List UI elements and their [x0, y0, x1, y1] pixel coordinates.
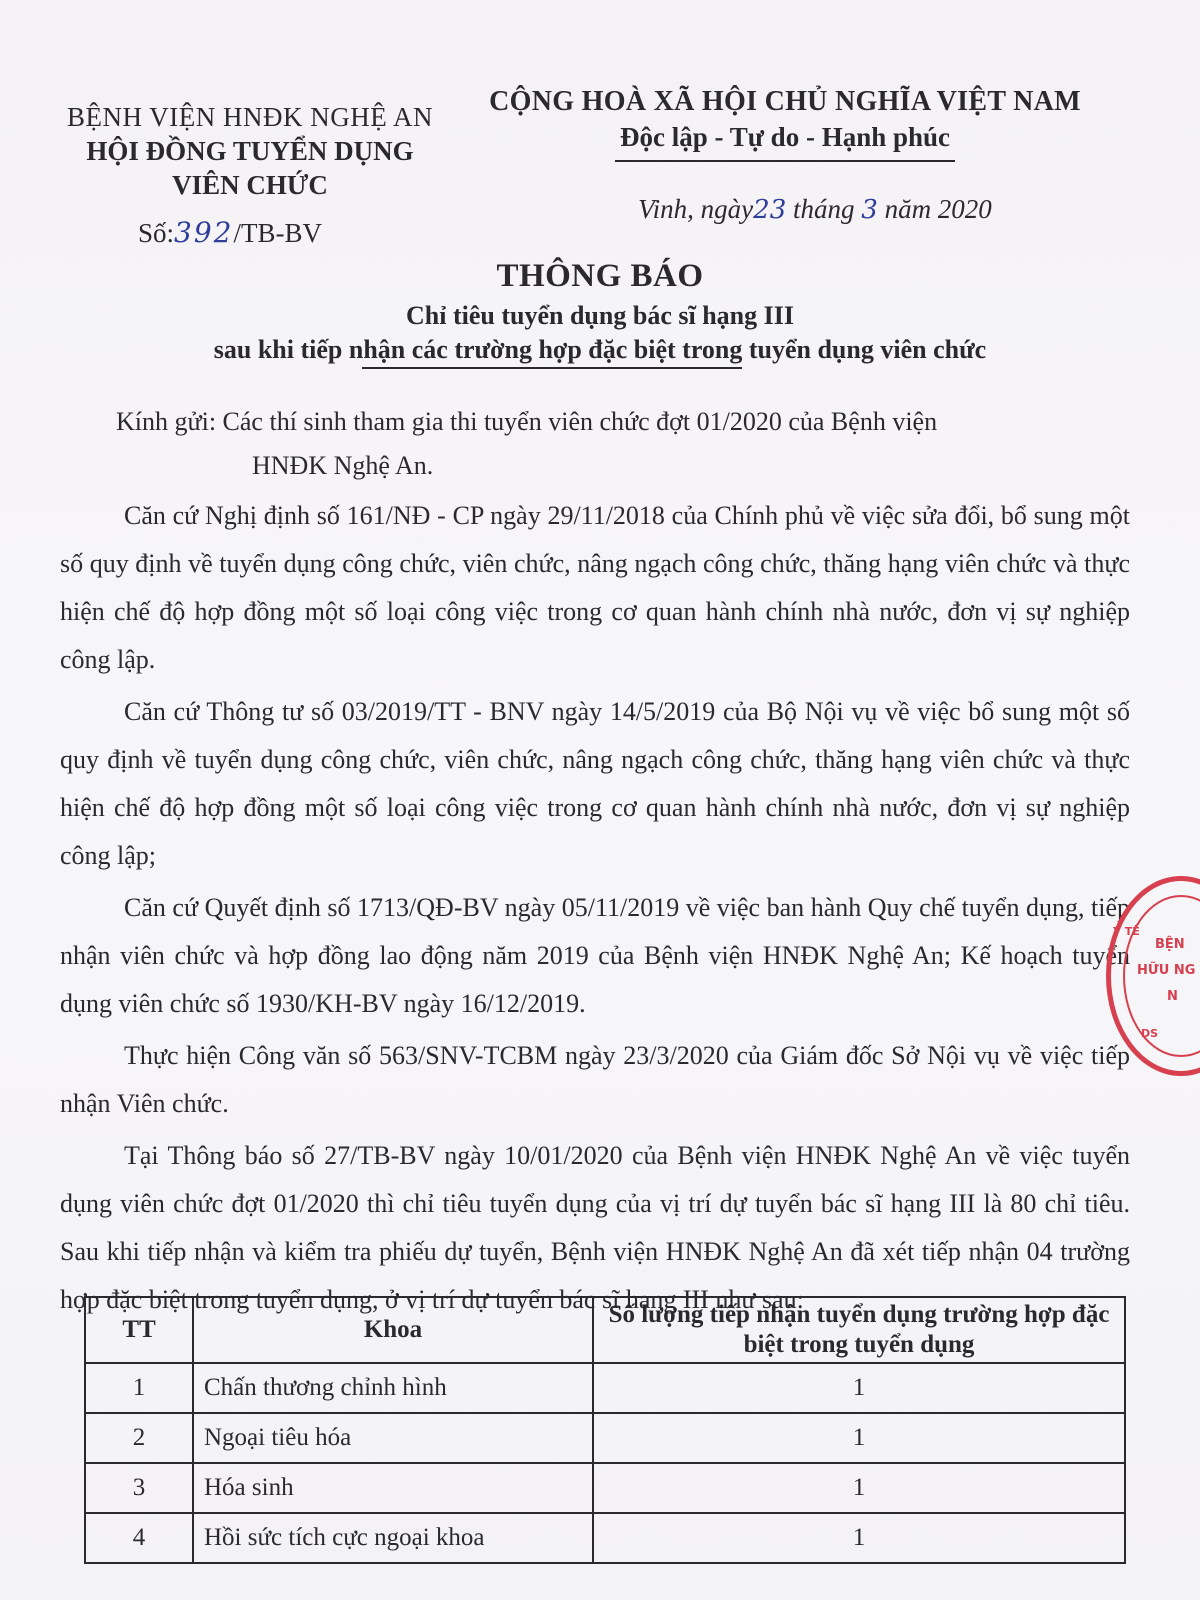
header-quantity: Số lượng tiếp nhận tuyển dụng trường hợp đặc biệt trong tuyển dụng — [593, 1297, 1125, 1363]
cell-department: Hồi sức tích cực ngoại khoa — [193, 1513, 593, 1563]
cell-department: Ngoại tiêu hóa — [193, 1413, 593, 1463]
header-tt: TT — [85, 1297, 193, 1363]
document-number-handwritten: 392 — [174, 216, 234, 249]
document-number — [40, 216, 420, 249]
notice-subtitle-2: sau khi tiếp nhận các trường hợp đặc biệt trong tuyển dụng viên chức — [213, 335, 987, 364]
table-row — [85, 1463, 1125, 1513]
seal-text-mid: HỮU NG — [1137, 963, 1196, 978]
date-day-handwritten: 23 — [753, 195, 787, 225]
issuer-council: HỘI ĐỒNG TUYỂN DỤNG — [86, 136, 414, 166]
motto-underline — [615, 160, 955, 162]
seal-text-side: Y TẾ — [1113, 925, 1140, 938]
quota-table — [84, 1296, 1126, 1564]
cell-tt: 2 — [85, 1413, 193, 1463]
cell-tt: 4 — [85, 1513, 193, 1563]
recipient-line-1: Các thí sinh tham gia thi tuyển viên chức đợt 01/2020 của Bệnh viện — [222, 407, 938, 436]
national-motto-block — [460, 84, 1110, 225]
paragraph-circular: Căn cứ Thông tư số 03/2019/TT - BNV ngày 14/5/2019 của Bộ Nội vụ về việc bổ sung một số quy định về tuyển dụng công chức, viên chức, nâng ngạch công chức, thăng hạng viên chức và thực hiện chế độ hợp đồng một số loại công việc trong cơ quan hành chính nhà nước, đơn vị sự nghiệp công lập; — [60, 697, 1130, 870]
document-number-prefix: Số: — [138, 218, 175, 248]
date-month-label: tháng — [793, 194, 855, 224]
header-department: Khoa — [193, 1297, 593, 1363]
notice-heading: THÔNG BÁO — [496, 258, 704, 294]
table-row — [85, 1513, 1125, 1563]
issuer-council-cont: VIÊN CHỨC — [172, 170, 328, 200]
date-year: năm 2020 — [884, 194, 992, 224]
cell-department: Chấn thương chỉnh hình — [193, 1363, 593, 1413]
cell-quantity: 1 — [593, 1413, 1125, 1463]
cell-quantity: 1 — [593, 1513, 1125, 1563]
cell-quantity: 1 — [593, 1363, 1125, 1413]
paragraph-decree: Căn cứ Nghị định số 161/NĐ - CP ngày 29/11/2018 của Chính phủ về việc sửa đổi, bổ sung một số quy định về tuyển dụng công chức, viên chức, nâng ngạch công chức, thăng hạng viên chức và thực hiện chế độ hợp đồng một số loại công việc trong cơ quan hành chính nhà nước, đơn vị sự nghiệp công lập. — [60, 501, 1130, 674]
national-title: CỘNG HOÀ XÃ HỘI CHỦ NGHĨA VIỆT NAM — [489, 86, 1081, 117]
recipient — [116, 400, 1130, 488]
table-header-row — [85, 1297, 1125, 1363]
table-row — [85, 1363, 1125, 1413]
notice-body — [60, 400, 1130, 1324]
cell-tt: 1 — [85, 1363, 193, 1413]
title-underline — [362, 367, 742, 369]
document-date — [520, 194, 1110, 225]
seal-text-top: BỆN — [1155, 937, 1185, 952]
issuer-hospital: BỆNH VIỆN HNĐK NGHỆ AN — [67, 102, 433, 132]
paragraph-official-letter: Thực hiện Công văn số 563/SNV-TCBM ngày 23/3/2020 của Giám đốc Sở Nội vụ về việc tiếp nhận Viên chức. — [60, 1041, 1130, 1118]
paragraph-decision: Căn cứ Quyết định số 1713/QĐ-BV ngày 05/11/2019 về việc ban hành Quy chế tuyển dụng, tiếp nhận viên chức và hợp đồng lao động năm 2019 của Bệnh viện HNĐK Nghệ An; Kế hoạch tuyển dụng viên chức số 1930/KH-BV ngày 16/12/2019. — [60, 893, 1130, 1018]
notice-subtitle-1: Chỉ tiêu tuyển dụng bác sĩ hạng III — [406, 301, 794, 330]
table-row — [85, 1413, 1125, 1463]
notice-title-block — [0, 258, 1200, 369]
cell-tt: 3 — [85, 1463, 193, 1513]
date-month-handwritten: 3 — [861, 195, 878, 225]
recipient-line-2: HNĐK Nghệ An. — [252, 451, 434, 480]
cell-department: Hóa sinh — [193, 1463, 593, 1513]
paragraph-notice-reference: Tại Thông báo số 27/TB-BV ngày 10/01/2020 của Bệnh viện HNĐK Nghệ An về việc tuyển dụng viên chức đợt 01/2020 thì chỉ tiêu tuyển dụng của vị trí dự tuyển bác sĩ hạng III là 80 chỉ tiêu. Sau khi tiếp nhận và kiểm tra phiếu dự tuyển, Bệnh viện HNĐK Nghệ An đã xét tiếp nhận 04 trường hợp đặc biệt trong tuyển dụng, ở vị trí dự tuyển bác sĩ hạng III như sau: — [60, 1141, 1130, 1314]
seal-text-bottom: DS — [1141, 1027, 1159, 1040]
national-motto: Độc lập - Tự do - Hạnh phúc — [619, 122, 951, 152]
seal-text-low: N — [1167, 989, 1178, 1004]
recipient-label: Kính gửi: — [116, 407, 217, 436]
date-place: Vinh, ngày — [638, 194, 754, 224]
document-number-suffix: /TB-BV — [233, 218, 322, 248]
cell-quantity: 1 — [593, 1463, 1125, 1513]
issuer-block — [40, 100, 460, 249]
